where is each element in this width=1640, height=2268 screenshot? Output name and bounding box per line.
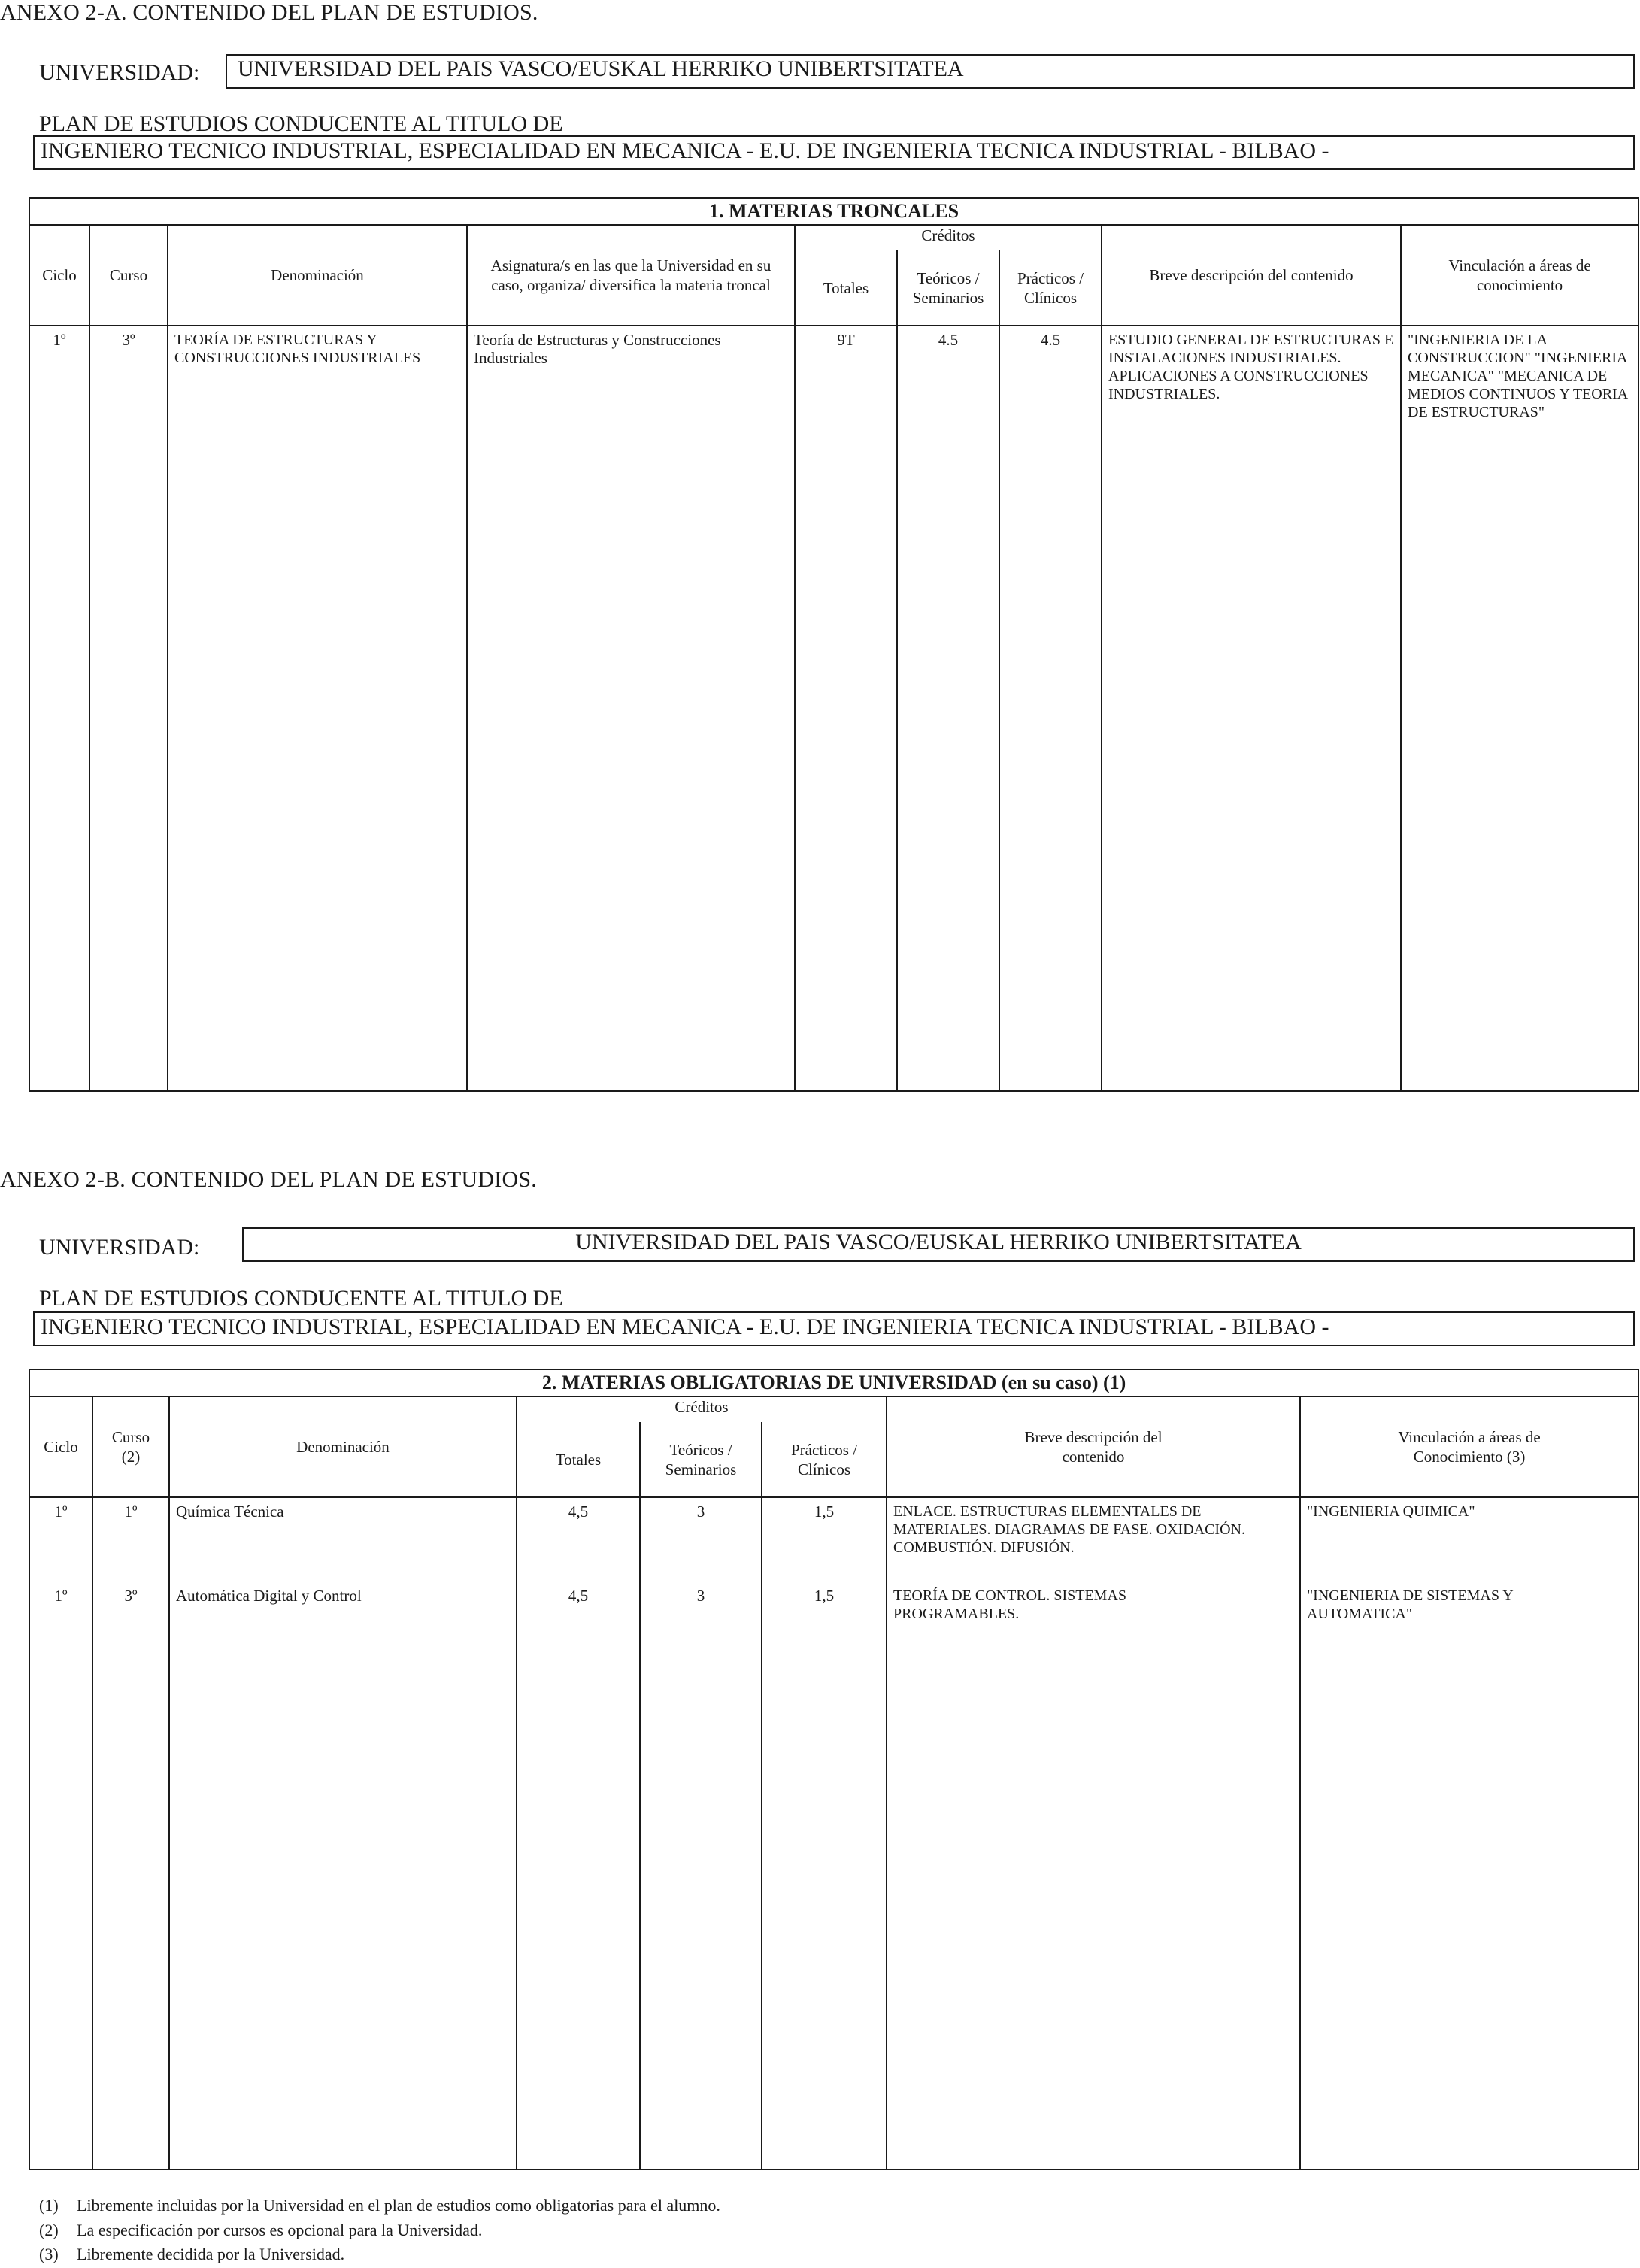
footnote-2 — [39, 2221, 482, 2240]
annex-a-plan-label: PLAN DE ESTUDIOS CONDUCENTE AL TITULO DE — [39, 111, 563, 136]
annex-b-plan-field — [33, 1311, 1635, 1346]
footnote-number: (1) — [39, 2196, 59, 2215]
list-item: 3 — [696, 1502, 705, 1521]
cell-teoricos: 4.5 — [897, 326, 999, 1091]
cell-practicos — [762, 1497, 887, 2169]
annex-a-title: ANEXO 2-A. CONTENIDO DEL PLAN DE ESTUDIOS. — [0, 0, 538, 25]
cell-vinculacion — [1300, 1497, 1638, 2169]
annex-b-title: ANEXO 2-B. CONTENIDO DEL PLAN DE ESTUDIOS. — [0, 1167, 537, 1192]
annex-a-plan-field — [33, 135, 1635, 170]
header-ciclo: Ciclo — [29, 225, 89, 326]
header-teoricos: Teóricos / Seminarios — [640, 1422, 762, 1497]
cell-ciclo — [29, 1497, 92, 2169]
list-item: 1º — [54, 1587, 68, 1605]
list-item: 1º — [54, 1502, 68, 1521]
cell-descripcion: ESTUDIO GENERAL DE ESTRUCTURAS E INSTALACIONES INDUSTRIALES. APLICACIONES A CONSTRUCCIONES INDUSTRIALES. — [1102, 326, 1401, 1091]
annex-a-universidad-field — [226, 54, 1635, 89]
header-practicos: Prácticos / Clínicos — [762, 1422, 887, 1497]
list-item: 1º — [124, 1502, 138, 1521]
annex-a-universidad-value: UNIVERSIDAD DEL PAIS VASCO/EUSKAL HERRIKO UNIBERTSITATEA — [238, 56, 964, 81]
list-item: Automática Digital y Control — [176, 1587, 362, 1605]
header-vinculacion: Vinculación a áreas de conocimiento — [1401, 225, 1638, 326]
annex-a-table — [29, 197, 1639, 1092]
annex-b-plan-label: PLAN DE ESTUDIOS CONDUCENTE AL TITULO DE — [39, 1286, 563, 1311]
annex-b-table — [29, 1369, 1639, 2170]
header-creditos: Créditos — [517, 1396, 887, 1422]
header-teoricos: Teóricos / Seminarios — [897, 250, 999, 326]
header-practicos: Prácticos / Clínicos — [999, 250, 1102, 326]
header-totales: Totales — [517, 1422, 640, 1497]
list-item: "INGENIERIA DE SISTEMAS Y AUTOMATICA" — [1307, 1587, 1513, 1622]
footnote-number: (3) — [39, 2245, 59, 2263]
list-item: "INGENIERIA QUIMICA" — [1307, 1503, 1475, 1520]
list-item: Química Técnica — [176, 1502, 284, 1521]
header-ciclo: Ciclo — [29, 1396, 92, 1497]
header-curso: Curso — [89, 225, 168, 326]
annex-b-universidad-value: UNIVERSIDAD DEL PAIS VASCO/EUSKAL HERRIKO UNIBERTSITATEA — [575, 1230, 1302, 1254]
cell-descripcion — [887, 1497, 1300, 2169]
cell-ciclo: 1º — [29, 326, 89, 1091]
cell-curso — [92, 1497, 169, 2169]
footnote-text: La especificación por cursos es opcional para la Universidad. — [77, 2221, 483, 2239]
list-item: 3º — [124, 1587, 138, 1605]
cell-denominacion: TEORÍA DE ESTRUCTURAS Y CONSTRUCCIONES INDUSTRIALES — [168, 326, 467, 1091]
annex-b-section-title: 2. MATERIAS OBLIGATORIAS DE UNIVERSIDAD (en su caso) (1) — [29, 1369, 1638, 1396]
list-item: TEORÍA DE CONTROL. SISTEMAS PROGRAMABLES. — [893, 1587, 1127, 1622]
cell-curso: 3º — [89, 326, 168, 1091]
header-creditos: Créditos — [795, 225, 1102, 250]
footnote-3 — [39, 2245, 344, 2264]
footnote-number: (2) — [39, 2221, 59, 2239]
list-item: 4,5 — [568, 1502, 589, 1521]
cell-practicos: 4.5 — [999, 326, 1102, 1091]
annex-b-universidad-field — [242, 1227, 1635, 1262]
cell-vinculacion: "INGENIERIA DE LA CONSTRUCCION" "INGENIERIA MECANICA" "MECANICA DE MEDIOS CONTINUOS Y TEORIA DE ESTRUCTURAS" — [1401, 326, 1638, 1091]
header-descripcion: Breve descripción del contenido — [887, 1396, 1300, 1497]
header-descripcion: Breve descripción del contenido — [1102, 225, 1401, 326]
list-item: ENLACE. ESTRUCTURAS ELEMENTALES DE MATERIALES. DIAGRAMAS DE FASE. OXIDACIÓN. COMBUSTIÓN. DIFUSIÓN. — [893, 1503, 1245, 1556]
annex-a-universidad-label: UNIVERSIDAD: — [39, 60, 200, 85]
cell-asignaturas: Teoría de Estructuras y Construcciones Industriales — [467, 326, 795, 1091]
header-vinculacion: Vinculación a áreas de Conocimiento (3) — [1300, 1396, 1638, 1497]
annex-a-plan-value: INGENIERO TECNICO INDUSTRIAL, ESPECIALIDAD EN MECANICA - E.U. DE INGENIERIA TECNICA INDUSTRIAL - BILBAO - — [41, 138, 1329, 163]
annex-b-universidad-label: UNIVERSIDAD: — [39, 1235, 200, 1260]
table-body — [29, 1497, 1638, 2169]
cell-totales — [517, 1497, 640, 2169]
cell-denominacion — [169, 1497, 517, 2169]
footnote-1 — [39, 2196, 720, 2215]
header-asignaturas: Asignatura/s en las que la Universidad en su caso, organiza/ diversifica la materia troncal — [467, 225, 795, 326]
list-item: 1,5 — [814, 1502, 835, 1521]
annex-a-section-title: 1. MATERIAS TRONCALES — [29, 198, 1638, 225]
footnote-text: Libremente incluidas por la Universidad en el plan de estudios como obligatorias para el alumno. — [77, 2196, 720, 2215]
header-denominacion: Denominación — [168, 225, 467, 326]
annex-b-plan-value: INGENIERO TECNICO INDUSTRIAL, ESPECIALIDAD EN MECANICA - E.U. DE INGENIERIA TECNICA INDUSTRIAL - BILBAO - — [41, 1314, 1329, 1339]
table-row — [29, 326, 1638, 1091]
list-item: 3 — [696, 1587, 705, 1605]
cell-teoricos — [640, 1497, 762, 2169]
list-item: 1,5 — [814, 1587, 835, 1605]
header-totales: Totales — [795, 250, 897, 326]
header-denominacion: Denominación — [169, 1396, 517, 1497]
cell-totales: 9T — [795, 326, 897, 1091]
list-item: 4,5 — [568, 1587, 589, 1605]
footnote-text: Libremente decidida por la Universidad. — [77, 2245, 345, 2263]
header-curso: Curso (2) — [92, 1396, 169, 1497]
